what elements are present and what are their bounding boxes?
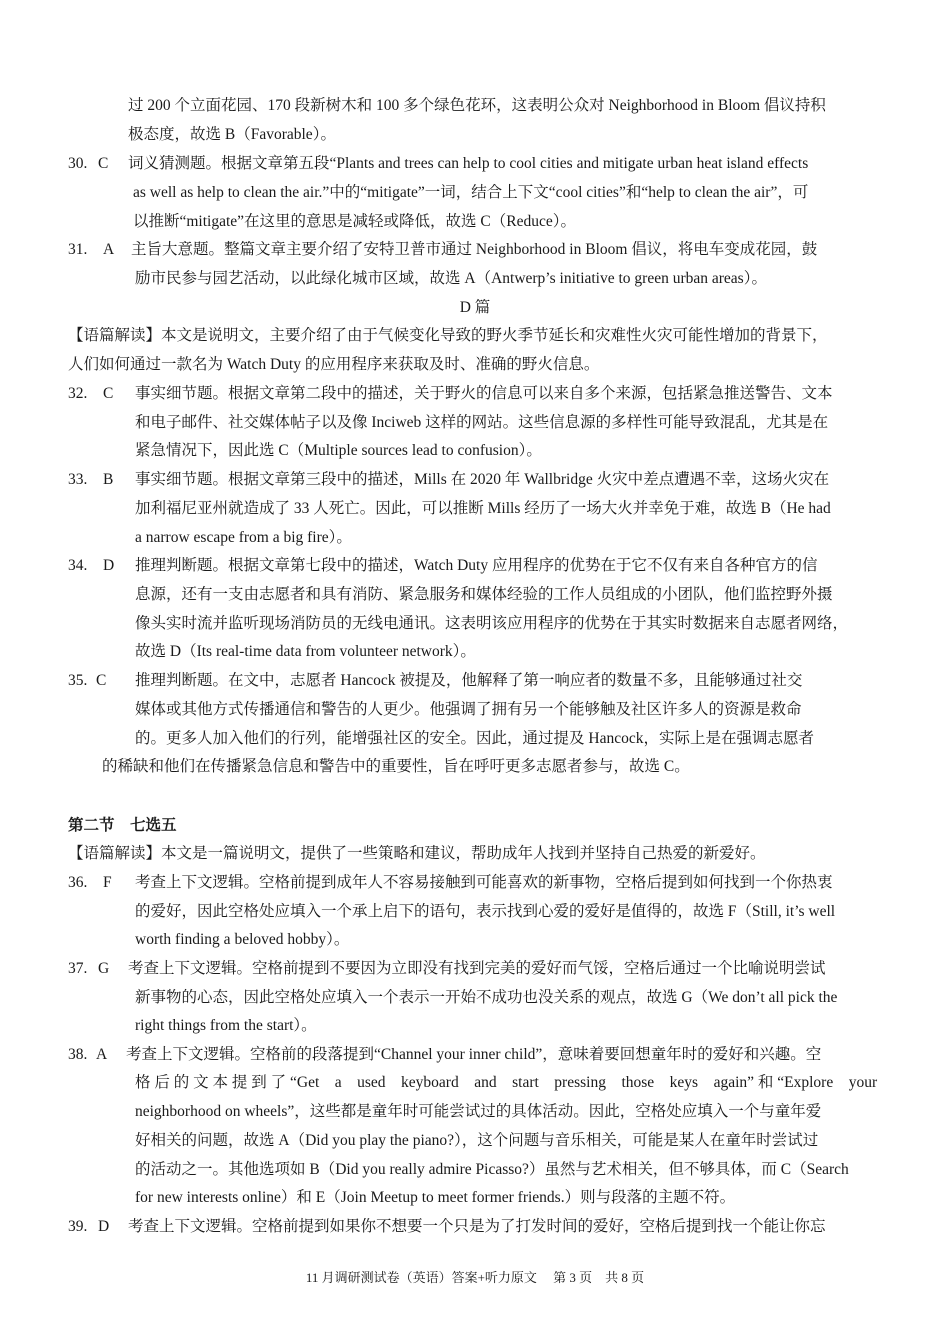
answer-letter: B — [103, 471, 114, 488]
text-line: 像头实时流并监听现场消防员的无线电通讯。这表明该应用程序的优势在于其实时数据来自志愿者网络， — [135, 615, 849, 632]
text-line: 事实细节题。根据文章第二段中的描述，关于野火的信息可以来自多个来源，包括紧急推送警告、文本 — [135, 385, 833, 402]
text-line: 的活动之一。其他选项如 B（Did you really admire Picasso?）虽然与艺术相关，但不够具体，而 C（Search — [135, 1161, 849, 1178]
answer-letter: A — [96, 1046, 108, 1063]
text-line: 考查上下文逻辑。空格前提到成年人不容易接触到可能喜欢的新事物，空格后提到如何找到一个你热衷 — [135, 874, 833, 891]
question-number: 30. — [68, 155, 88, 172]
question-number: 38. — [68, 1046, 88, 1063]
text-line: 和电子邮件、社交媒体帖子以及像 Inciweb 这样的网站。这些信息源的多样性可能导致混乱，尤其是在 — [135, 414, 829, 431]
text-line: 考查上下文逻辑。空格前提到不要因为立即没有找到完美的爱好而气馁，空格后通过一个比喻说明尝试 — [128, 960, 826, 977]
text-line: 推理判断题。根据文章第七段中的描述，Watch Duty 应用程序的优势在于它不仅有来自各种官方的信 — [135, 557, 818, 574]
question-number: 34. — [68, 557, 88, 574]
text-line: as well as help to clean the air.”中的“mitigate”一词，结合上下文“cool cities”和“help to clean the air”，可 — [133, 184, 809, 201]
text-line: 新事物的心态，因此空格处应填入一个表示一开始不成功也没关系的观点，故选 G（We don’t all pick the — [135, 989, 838, 1006]
text-line: 考查上下文逻辑。空格前提到如果你不想要一个只是为了打发时间的爱好，空格后提到找一个能让你忘 — [128, 1218, 826, 1235]
section-d-intro: 人们如何通过一款名为 Watch Duty 的应用程序来获取及时、准确的野火信息。 — [68, 356, 600, 373]
text-line: right things from the start）。 — [135, 1017, 317, 1034]
text-line: 过 200 个立面花园、170 段新树木和 100 多个绿色花环，这表明公众对 Neighborhood in Bloom 倡议持积 — [128, 97, 826, 114]
text-line: 词义猜测题。根据文章第五段“Plants and trees can help to cool cities and mitigate urban heat island effects — [128, 155, 809, 172]
text-line: 好相关的问题，故选 A（Did you play the piano?），这个问题与音乐相关，可能是某人在童年时尝试过 — [135, 1132, 819, 1149]
text-line: neighborhood on wheels”，这些都是童年时可能尝试过的具体活动。因此，空格处应填入一个与童年爱 — [135, 1103, 822, 1120]
answer-letter: A — [103, 241, 115, 258]
answer-letter: C — [103, 385, 114, 402]
text-line: 息源，还有一支由志愿者和具有消防、紧急服务和媒体经验的工作人员组成的小团队，他们监控野外摄 — [135, 586, 833, 603]
text-line: 媒体或其他方式传播通信和警告的人更少。他强调了拥有另一个能够触及社区许多人的资源是救命 — [135, 701, 802, 718]
question-number: 35. — [68, 672, 88, 689]
text-line: for new interests online）和 E（Join Meetup to meet former friends.）则与段落的主题不符。 — [135, 1189, 736, 1206]
text-line: 故选 D（Its real-time data from volunteer network）。 — [135, 643, 476, 660]
text-line: a narrow escape from a big fire）。 — [135, 529, 352, 546]
question-number: 33. — [68, 471, 88, 488]
text-line: 以推断“mitigate”在这里的意思是减轻或降低，故选 C（Reduce）。 — [133, 213, 576, 230]
text-line: 的爱好，因此空格处应填入一个承上启下的语句，表示找到心爱的爱好是值得的，故选 F（Still, it’s well — [135, 903, 836, 920]
text-line: 的稀缺和他们在传播紧急信息和警告中的重要性，旨在呼吁更多志愿者参与，故选 C。 — [102, 758, 690, 775]
text-line: 事实细节题。根据文章第三段中的描述，Mills 在 2020 年 Wallbridge 火灾中差点遭遇不幸，这场火灾在 — [135, 471, 830, 488]
text-line: 考查上下文逻辑。空格前的段落提到“Channel your inner child”，意味着要回想童年时的爱好和兴趣。空 — [126, 1046, 822, 1063]
section-two-title: 第二节 七选五 — [68, 817, 177, 834]
text-line: 励市民参与园艺活动，以此绿化城市区域，故选 A（Antwerp’s initiative to green urban areas）。 — [135, 270, 767, 287]
answer-letter: D — [103, 557, 115, 574]
text-line: 紧急情况下，因此选 C（Multiple sources lead to confusion）。 — [135, 442, 542, 459]
section-d-title: D 篇 — [459, 299, 491, 316]
text-line: 加利福尼亚州就造成了 33 人死亡。因此，可以推断 Mills 经历了一场大火并幸免于难，故选 B（He had — [135, 500, 831, 517]
text-line: 主旨大意题。整篇文章主要介绍了安特卫普市通过 Neighborhood in Bloom 倡议，将电车变成花园，鼓 — [131, 241, 818, 258]
text-line: 极态度，故选 B（Favorable）。 — [128, 126, 336, 143]
question-number: 37. — [68, 960, 88, 977]
question-number: 36. — [68, 874, 88, 891]
section-two-intro: 【语篇解读】本文是一篇说明文，提供了一些策略和建议，帮助成年人找到并坚持自己热爱的新爱好。 — [68, 845, 766, 862]
text-line: 的。更多人加入他们的行列，能增强社区的安全。因此，通过提及 Hancock，实际上是在强调志愿者 — [135, 730, 814, 747]
text-line: worth finding a beloved hobby）。 — [135, 931, 350, 948]
answer-letter: F — [103, 874, 112, 891]
question-number: 32. — [68, 385, 88, 402]
answer-letter: C — [98, 155, 109, 172]
answer-letter: D — [98, 1218, 110, 1235]
text-line: 推理判断题。在文中，志愿者 Hancock 被提及，他解释了第一响应者的数量不多，且能够通过社交 — [135, 672, 803, 689]
question-number: 31. — [68, 241, 88, 258]
page-footer: 11 月调研测试卷（英语）答案+听力原文 第 3 页 共 8 页 — [305, 1270, 645, 1285]
answer-letter: C — [96, 672, 107, 689]
answer-letter: G — [98, 960, 110, 977]
question-number: 39. — [68, 1218, 88, 1235]
text-line: 格 后 的 文 本 提 到 了 “Get a used keyboard and start pressing those keys again” 和 “Explore your — [135, 1074, 878, 1091]
section-d-intro: 【语篇解读】本文是说明文，主要介绍了由于气候变化导致的野火季节延长和灾难性火灾可能性增加的背景下， — [68, 327, 828, 344]
